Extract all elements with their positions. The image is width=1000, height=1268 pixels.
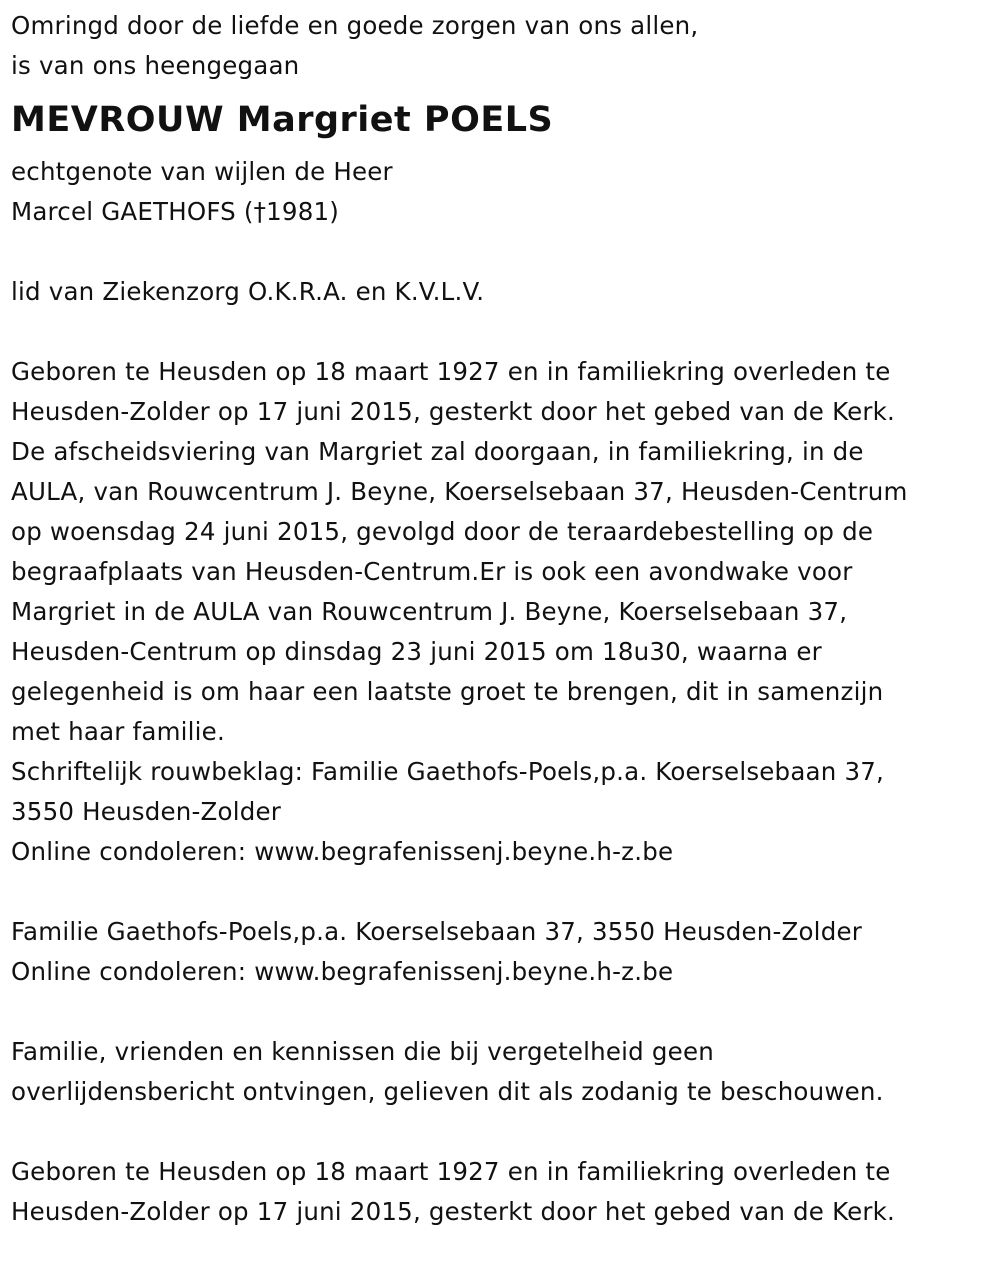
intro-line-1: Omringd door de liefde en goede zorgen van ons allen, [11,11,699,40]
announcement-line: Online condoleren: www.begrafenissenj.beyne.h-z.be [11,837,674,866]
spacer [11,1112,986,1152]
announcement-line: AULA, van Rouwcentrum J. Beyne, Koerselsebaan 37, Heusden-Centrum [11,477,908,506]
announcement-line: gelegenheid is om haar een laatste groet te brengen, dit in samenzijn [11,677,884,706]
announcement-line: Margriet in de AULA van Rouwcentrum J. Beyne, Koerselsebaan 37, [11,597,848,626]
announcement-line: begraafplaats van Heusden-Centrum.Er is ook een avondwake voor [11,557,853,586]
contact-online-condolences: Online condoleren: www.begrafenissenj.beyne.h-z.be [11,957,674,986]
membership-line: lid van Ziekenzorg O.K.R.A. en K.V.L.V. [11,277,485,306]
spacer [11,312,986,352]
announcement-line: op woensdag 24 juni 2015, gevolgd door de teraardebestelling op de [11,517,874,546]
spouse-line-2: Marcel GAETHOFS (†1981) [11,197,340,226]
notice-line-1: Familie, vrienden en kennissen die bij vergetelheid geen [11,1037,714,1066]
spacer [11,872,986,912]
contact-address: Familie Gaethofs-Poels,p.a. Koerselsebaan 37, 3550 Heusden-Zolder [11,917,862,946]
deceased-name: MEVROUW Margriet POELS [11,100,554,140]
closing-line-2: Heusden-Zolder op 17 juni 2015, gesterkt door het gebed van de Kerk. [11,1197,896,1226]
deceased-name-block [11,96,986,144]
announcement-line: Heusden-Zolder op 17 juni 2015, gesterkt door het gebed van de Kerk. [11,397,896,426]
closing-line-1: Geboren te Heusden op 18 maart 1927 en in familiekring overleden te [11,1157,891,1186]
announcement-line: Schriftelijk rouwbeklag: Familie Gaethofs-Poels,p.a. Koerselsebaan 37, [11,757,885,786]
announcement-paragraph [11,352,986,872]
spacer [11,992,986,1032]
intro-line-2: is van ons heengegaan [11,51,300,80]
announcement-line: De afscheidsviering van Margriet zal doorgaan, in familiekring, in de [11,437,864,466]
announcement-line: 3550 Heusden-Zolder [11,797,281,826]
spacer [11,232,986,272]
announcement-line: Heusden-Centrum op dinsdag 23 juni 2015 om 18u30, waarna er [11,637,822,666]
announcement-line: met haar familie. [11,717,225,746]
notice-line-2: overlijdensbericht ontvingen, gelieven dit als zodanig te beschouwen. [11,1077,884,1106]
spouse-line-1: echtgenote van wijlen de Heer [11,157,393,186]
announcement-line: Geboren te Heusden op 18 maart 1927 en in familiekring overleden te [11,357,891,386]
